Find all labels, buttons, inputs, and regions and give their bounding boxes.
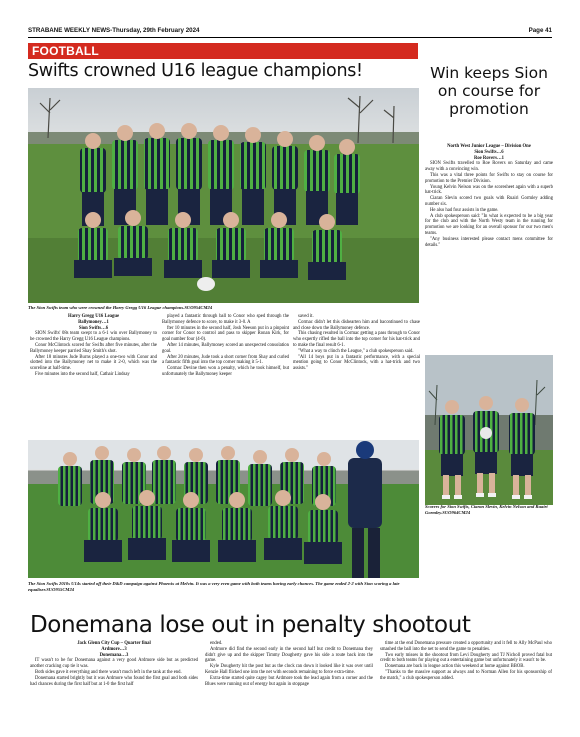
main-c2-p3: After 20 minutes, Jude took a short corner from Shay and curled a fantastic fifth goal into the top corner making it 5-1. — [162, 354, 289, 366]
side-p0: North West Junior League – Division One — [447, 144, 531, 149]
bot-c1-p0: Jack Glenn City Cup – Quarter final — [77, 641, 151, 646]
side-p8: A club spokesperson said: "In what is expected to be a big year for the club and with the North Westy team in the running for promotion we are looking for an overall sponsor for our two men's teams. — [425, 213, 553, 236]
main-c1-p3: SION Swifts' 08s team swept to a 6-1 win over Ballymoney to be crowned the Harry Gregg U16 League champions. — [30, 331, 157, 343]
photo3-caption: Scorers for Sion Swifts, Ciaran Slevin, Kelvin Nelson and Ruairi Gormley.SUO964CM24 — [425, 504, 548, 515]
bottom-story-col3 — [380, 641, 552, 682]
side-story-body — [425, 144, 553, 248]
main-c2-p4: Cormac Devine then won a penalty, which he took himself, but unfortunately the Ballymoney keeper — [162, 366, 289, 377]
side-p3: SION Swifts travelled to Roe Rovers on Saturday and came away with a convincing win. — [425, 161, 553, 173]
paper-dateline: STRABANE WEEKLY NEWS-Thursday, 29th February 2024 — [28, 27, 200, 34]
main-c3-p2: This chasing resulted in Cormac getting a pass through to Conor who expertly rifled the ball into the top corner for his hat-trick and to make the final result 6-1. — [293, 331, 420, 348]
main-headline: Swifts crowned U16 league champions! — [28, 61, 363, 81]
main-story-col3 — [293, 314, 420, 372]
main-c2-p2: After 14 minutes, Ballymoney scored an unexpected consolation goal. — [162, 342, 289, 354]
team-photo-u14 — [28, 440, 419, 594]
header-rule — [28, 37, 552, 38]
main-c1-p0: Harry Gregg U16 League — [67, 314, 120, 319]
bot-c3-p2: Donemana are back in league action this weekend at home against BBOB. — [385, 664, 525, 670]
bot-c3-p3: "Thanks to the massive support as always and to Norman Allen for his sponsorship of the match," a club spokesperson added. — [380, 669, 552, 681]
side-p4: This was a vital three points for Swifts to stay on course for promotion to the Premier Division. — [425, 172, 553, 184]
main-c2-p1: fter 10 minutes in the second half, Josh Neeson put in a pinpoint corner for Conor to control and pass to skipper Ronan Kirk, for goal number four (4-0). — [162, 325, 289, 343]
side-p1: Sion Swifts…6 — [474, 149, 504, 155]
bot-c1-p2: Donemana…3 — [99, 652, 129, 658]
side-p7: He also had four assists in the game. — [430, 207, 499, 213]
page-number: Page 41 — [528, 27, 552, 34]
bot-c2-p1: Ardmore did find the second early in the second half but credit to Donemana they didn't give up and the skipper Timmy Dougherty gave his side a route back into the game. — [205, 646, 373, 664]
main-story-col1 — [30, 314, 157, 378]
bot-c1-p3: IT wasn't to be for Donemana against a very good Ardmore side but as predicted another cracking cup tie it was. — [30, 658, 198, 670]
side-p5: Young Kelvin Nelson was on the scoresheet again with a superb hat-trick. — [425, 184, 553, 196]
main-c1-p6: Five minutes into the second half, Cathair Lindsay — [35, 371, 130, 377]
team-photo-u16 — [28, 88, 419, 303]
page-header — [28, 27, 552, 37]
main-c1-p2: Sion Swifts…6 — [78, 325, 109, 331]
bot-c2-p0: ended. — [210, 641, 223, 646]
main-c1-p5: After 18 minutes Jude Burns played a one-two with Conor and slotted into the Ballymoney net to make it 2-0, which was the scoreline at half-time. — [30, 354, 157, 372]
main-c3-p4: "All 14 boys put in a fantastic performance, with a special mention going to Conor McClintock, with a hat-trick and two assists." — [293, 354, 420, 372]
bot-c3-p0: time at the end Donemana pressure created a opportunity and it fell to Ally McPaul who smashed the ball into the net to send the game to penalties. — [380, 641, 552, 652]
bot-c2-p2: Kyle Dougherty hit the post but as the clock ran down it looked like it was over until Kenzie Hall flicked one into the net with seconds remaining to force extra-time. — [205, 664, 373, 675]
bot-c2-p3: Extra-time started quite cagey but Ardmore took the lead again from a corner and the Blues were running out of energy but again in stoppage — [205, 675, 373, 687]
bottom-story-col1 — [30, 641, 198, 687]
main-c1-p4: Conor McClintock scored for Swifts after five minutes, after the Ballymoney keeper parried Shay Smith's shot. — [30, 342, 157, 354]
main-story-col2 — [162, 314, 289, 378]
section-label: FOOTBALL — [32, 44, 99, 58]
bot-c1-p1: Ardmore…3 — [101, 646, 127, 652]
main-c3-p3: "What a way to clinch the League," a club spokesperson said. — [298, 348, 414, 354]
photo1-caption: The Sion Swifts team who were crowned the Harry Gregg U16 League champions.SUO954CM24 — [28, 305, 213, 310]
side-headline: Win keeps Sion on course for promotion — [430, 64, 548, 118]
side-p6: Ciaran Slevin scored two goals with Ruairi Gormley adding number six. — [425, 196, 553, 207]
bot-c1-p5: Donemana started brightly but it was Ardmore who found the first goal and both sides had chances during the first half but at 1-0 the first half — [30, 675, 198, 687]
side-p2: Roe Rovers…1 — [473, 155, 505, 161]
main-c3-p0: saved it. — [298, 314, 314, 319]
main-c1-p1: Ballymoney…1 — [78, 319, 109, 325]
bottom-headline: Donemana lose out in penalty shootout — [30, 612, 471, 638]
bottom-story-col2 — [205, 641, 373, 687]
photo2-caption: The Sion Swifts 2010s U14s started off their D&D campaign against Phoenix at Melvin. It was a very even game with both teams having early chances. The game ended 2-2 with Sion scoring a late equaliser.SUO955CM24 — [28, 581, 400, 592]
main-c2-p0: played a fantastic through ball to Conor who sped through the Ballymoney defence to score, to make it 3-0. A — [162, 314, 289, 325]
main-c3-p1: Cormac didn't let this dishearten him and bacontinued to chase and close down the Ballymoney defence. — [293, 319, 420, 331]
bot-c3-p1: Two early misses in the shootout from Levi Dougherty and TJ Nicholl proved fatal but credit to both teams for playing out a entertaining game but unfortunately it wasn't to be. — [380, 652, 552, 664]
bot-c1-p4: Both sides gave it everything and there wasn't much left in the tank at the end. — [35, 669, 182, 675]
scorers-photo — [425, 355, 553, 585]
section-tag — [28, 43, 418, 59]
side-p9: "Any business interested please contact mens committee for details." — [425, 236, 553, 248]
